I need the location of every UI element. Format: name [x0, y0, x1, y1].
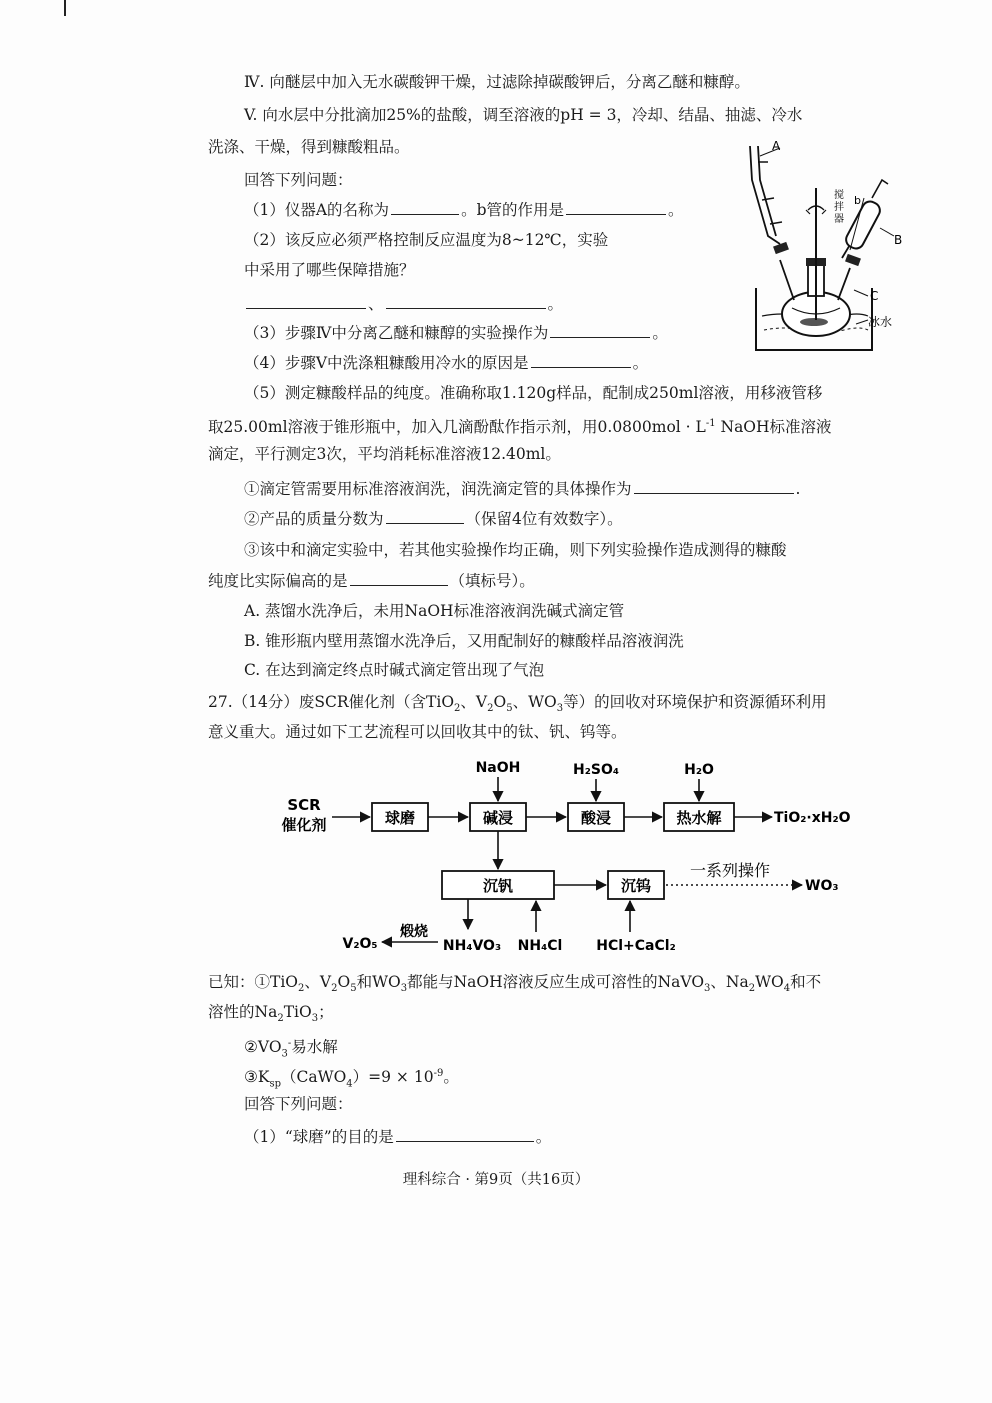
q27-1-text: （1）“球磨”的目的是	[244, 1128, 394, 1146]
q26-5-line3: 滴定，平行测定3次，平均消耗标准溶液12.40ml。	[208, 445, 561, 463]
q27-prompt: 回答下列问题：	[244, 1095, 353, 1113]
subscript: 2	[454, 703, 461, 715]
reagent-naoh: NaOH	[475, 760, 521, 776]
known-part: 。	[443, 1068, 459, 1087]
q26-5-i-end: .	[795, 480, 801, 498]
reagent-nh4cl: NH₄Cl	[517, 938, 563, 954]
q26-5-line2	[208, 414, 832, 437]
q26-5-i	[244, 478, 800, 499]
q26-2-line2: 中采用了哪些保障措施？	[244, 261, 415, 279]
q26-2-end: 。	[547, 295, 564, 313]
product-wo3: WO₃	[805, 878, 839, 894]
step-5-text-line1: V. 向水层中分批滴加25%的盐酸，调至溶液的pH = 3，冷却、结晶、抽滤、冷水	[244, 106, 803, 124]
known-3	[244, 1064, 459, 1094]
known-part: ）=9 × 10	[352, 1068, 434, 1087]
q26-4-end: 。	[632, 354, 649, 372]
q26-5-ii-text: ②产品的质量分数为	[244, 510, 384, 528]
q27-intro-line2: 意义重大。通过如下工艺流程可以回收其中的钛、钒、钨等。	[208, 723, 627, 741]
answer-blank[interactable]	[350, 570, 448, 586]
subscript: 2	[298, 983, 305, 995]
subscript: 3	[400, 983, 408, 995]
acid-leach-label: 酸浸	[580, 809, 612, 827]
q26-5-ii	[244, 508, 623, 529]
subscript: 4	[783, 983, 791, 995]
subscript: 3	[704, 983, 711, 995]
tungsten-precipitation-label: 沉钨	[620, 877, 652, 895]
known-part: 易水解	[291, 1038, 338, 1057]
dropping-funnel-b	[842, 180, 902, 258]
q26-3-end: 。	[652, 324, 668, 342]
stirrer-label-3: 器	[834, 214, 844, 225]
step-5-text-line2: 洗涤、干燥，得到糠酸粗品。	[208, 138, 410, 156]
q26-4-text: （4）步骤Ⅴ中洗涤粗糠酸用冷水的原因是	[244, 354, 529, 372]
q26-4	[244, 352, 648, 373]
label-a: A	[772, 140, 781, 153]
label-b-tube: b	[854, 194, 861, 207]
known-part: ②VO	[244, 1038, 282, 1057]
q26-5-ii-tail: （保留4位有效数字）。	[465, 510, 623, 528]
superscript: -	[287, 1038, 292, 1049]
reagent-h2so4: H₂SO₄	[573, 762, 619, 778]
q27-intro-part: O	[493, 693, 507, 711]
q26-5-line2-a: 取25.00ml溶液于锥形瓶中，加入几滴酚酞作指示剂，用0.0800mol · L	[208, 418, 706, 437]
subscript: 5	[506, 703, 513, 715]
answer-blank[interactable]	[531, 352, 631, 368]
answer-blank[interactable]	[386, 508, 464, 524]
stirrer-label-2: 拌	[834, 202, 844, 213]
alkali-leach-label: 碱浸	[482, 809, 514, 827]
subscript: 2	[331, 983, 338, 995]
label-c: C	[870, 289, 879, 303]
q26-1	[244, 199, 684, 220]
answer-blank[interactable]	[246, 293, 366, 309]
q26-3	[244, 322, 668, 343]
answer-blank[interactable]	[634, 478, 794, 494]
option-b: B. 锥形瓶内壁用蒸馏水洗净后，又用配制好的糠酸样品溶液润洗	[244, 632, 684, 650]
hot-hydrolysis-box	[664, 803, 734, 831]
q26-5-line1: （5）测定糠酸样品的纯度。准确称取1.120g样品，配制成250ml溶液，用移液管移	[244, 384, 823, 402]
condenser-a	[750, 140, 782, 244]
answer-blank[interactable]	[396, 1126, 534, 1142]
vanadium-precipitation-label: 沉钒	[482, 877, 514, 895]
subscript: 2	[748, 983, 756, 995]
label-b-funnel: B	[894, 233, 903, 247]
ball-mill-label: 球磨	[384, 809, 416, 827]
known-2	[244, 1034, 338, 1064]
known-part: 都能与NaOH溶液反应生成可溶性的NaVO	[407, 973, 705, 991]
q26-5-i-text: ①滴定管需要用标准溶液润洗，润洗滴定管的具体操作为	[244, 480, 632, 498]
subscript: 4	[346, 1078, 353, 1090]
subscript: 3	[556, 703, 564, 715]
q26-2-line1: （2）该反应必须严格控制反应温度为8~12℃，实验	[244, 231, 609, 249]
vanadium-precipitation-box	[442, 871, 554, 899]
subscript: 2	[277, 1013, 284, 1025]
known-part: 、V	[304, 973, 332, 991]
q26-5-iii-line1: ③该中和滴定实验中，若其他实验操作均正确，则下列实验操作造成测得的糠酸	[244, 541, 787, 559]
option-c: C. 在达到滴定终点时碱式滴定管出现了气泡	[244, 661, 545, 679]
known-1-line1	[208, 972, 821, 999]
known-part: 、Na	[710, 973, 749, 991]
scr-catalyst-label-1: SCR	[287, 796, 321, 814]
ball-mill-box	[372, 803, 428, 831]
known-part: WO	[755, 973, 784, 991]
option-a: A. 蒸馏水洗净后，未用NaOH标准溶液润洗碱式滴定管	[244, 602, 625, 620]
q26-2-answers	[244, 293, 563, 314]
product-nh4vo3: NH₄VO₃	[442, 938, 502, 954]
stirrer-label-1: 搅	[834, 190, 844, 201]
known-part: O	[337, 973, 351, 991]
series-of-operations-label: 一系列操作	[689, 861, 771, 880]
reagent-hcl-cacl2: HCl+CaCl₂	[596, 938, 676, 954]
q26-prompt: 回答下列问题：	[244, 171, 353, 189]
process-flowchart	[270, 752, 870, 966]
subscript: 3	[311, 1013, 319, 1025]
q26-1-end: 。	[668, 201, 684, 219]
known-1-line2	[208, 1002, 334, 1029]
q27-intro-part: 27.（14分）废SCR催化剂（含TiO	[208, 693, 455, 711]
tungsten-precipitation-box	[608, 871, 664, 899]
answer-blank[interactable]	[550, 322, 650, 338]
q27-intro-part: 等）的回收对环境保护和资源循环利用	[563, 693, 827, 711]
known-part: （CaWO	[281, 1068, 347, 1087]
subscript: sp	[269, 1078, 282, 1090]
answer-blank[interactable]	[566, 199, 666, 215]
q27-intro-line1	[208, 692, 827, 719]
acid-leach-box	[568, 803, 624, 831]
q26-2-sep: 、	[368, 295, 384, 313]
apparatus-diagram	[722, 140, 922, 360]
alkali-leach-box	[470, 803, 526, 831]
step-4-text: Ⅳ. 向醚层中加入无水碳酸钾干燥，过滤除掉碳酸钾后，分离乙醚和糠醇。	[244, 73, 750, 91]
ice-water-label: 冰水	[868, 315, 893, 329]
page-footer: 理科综合 · 第9页（共16页）	[402, 1172, 590, 1188]
known-part: ③K	[244, 1068, 270, 1087]
q27-1-end: 。	[535, 1128, 552, 1146]
known-part: TiO	[283, 1003, 312, 1021]
hot-hydrolysis-label: 热水解	[676, 809, 722, 827]
subscript: 3	[281, 1048, 288, 1060]
answer-blank[interactable]	[386, 293, 546, 309]
known-part: 已知：①TiO	[208, 973, 299, 991]
q26-5-iii-text: 纯度比实际偏高的是	[208, 572, 348, 590]
q26-3-text: （3）步骤Ⅳ中分离乙醚和糠醇的实验操作为	[244, 324, 549, 342]
scr-catalyst-label-2: 催化剂	[281, 816, 327, 834]
known-part: 溶性的Na	[208, 1003, 278, 1021]
q26-5-iii-tail: （填标号）。	[449, 572, 535, 590]
q27-intro-part: 、V	[460, 693, 488, 711]
q26-5-unit-exponent: -1	[705, 418, 716, 429]
superscript: -9	[433, 1068, 444, 1079]
q27-1	[244, 1126, 551, 1147]
product-tio2: TiO₂·xH₂O	[774, 810, 851, 826]
reagent-h2o: H₂O	[684, 762, 714, 778]
q26-1-part-b: 。b管的作用是	[461, 201, 564, 219]
calcine-label: 煅烧	[400, 924, 428, 940]
known-part: ；	[318, 1003, 334, 1021]
known-part: 和不	[790, 973, 822, 991]
product-v2o5: V₂O₅	[342, 936, 378, 952]
q26-1-part-a: （1）仪器A的名称为	[244, 201, 390, 219]
known-part: 和WO	[356, 973, 401, 991]
scan-edge-mark	[64, 0, 66, 16]
q27-intro-part: 、WO	[512, 693, 557, 711]
subscript: 2	[487, 703, 494, 715]
answer-blank[interactable]	[391, 199, 459, 215]
q26-5-line2-b: NaOH标准溶液	[715, 418, 832, 437]
subscript: 5	[350, 983, 357, 995]
q26-5-iii-line2	[208, 570, 535, 591]
